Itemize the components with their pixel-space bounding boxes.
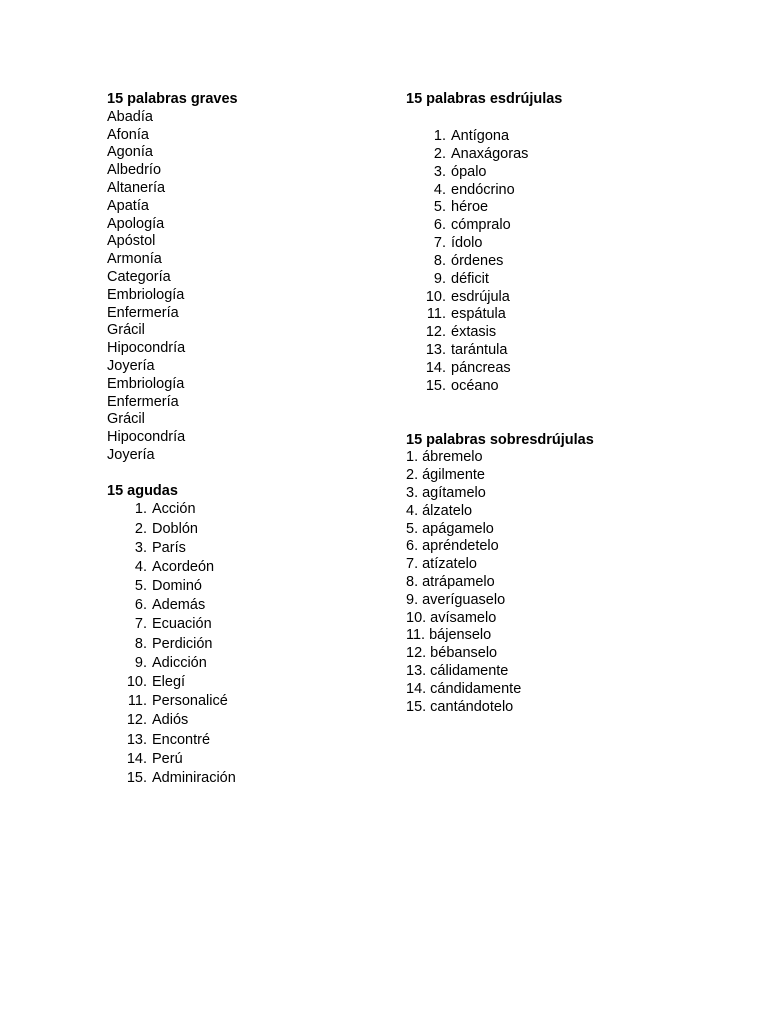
esdrujulas-item [406, 289, 736, 307]
item-number: 14. [425, 359, 446, 376]
graves-item: Apóstol [107, 233, 156, 250]
esdrujulas-item [406, 342, 736, 360]
item-number: 2. [433, 145, 446, 162]
graves-item: Abadía [107, 108, 153, 125]
item-number: 9. [433, 270, 446, 287]
item-number: 12. [126, 712, 147, 729]
graves-item: Apología [107, 215, 165, 232]
item-text: cómpralo [451, 217, 511, 234]
item-text: París [152, 539, 186, 556]
agudas-item [107, 711, 367, 730]
graves-item: Apatía [107, 197, 149, 214]
item-text: Dominó [152, 578, 202, 595]
item-number: 15. [425, 377, 446, 394]
sobresdrujulas-item: 9. averíguaselo [406, 591, 506, 608]
agudas-item [107, 558, 367, 577]
agudas-item [107, 769, 367, 788]
item-text: ópalo [451, 163, 487, 180]
item-text: Adminiración [152, 769, 236, 786]
item-text: endócrino [451, 181, 515, 198]
sobresdrujulas-item: 6. apréndetelo [406, 538, 499, 555]
item-text: Doblón [152, 520, 198, 537]
item-text: Acción [152, 501, 196, 518]
item-text: éxtasis [451, 324, 497, 341]
item-number: 1. [134, 501, 147, 518]
graves-item: Agonía [107, 144, 153, 161]
sobresdrujulas-item: 10. avísamelo [406, 609, 497, 626]
esdrujulas-item [406, 324, 736, 342]
item-text: Elegí [152, 674, 186, 691]
sobresdrujulas-item: 5. apágamelo [406, 520, 494, 537]
sobresdrujulas-item: 7. atízatelo [406, 556, 477, 573]
item-number: 3. [134, 539, 147, 556]
agudas-heading: 15 agudas [107, 482, 178, 499]
item-text: Perú [152, 750, 183, 767]
item-number: 10. [425, 288, 446, 305]
item-number: 1. [433, 127, 446, 144]
agudas-item [107, 750, 367, 769]
item-text: héroe [451, 199, 489, 216]
item-text: déficit [451, 270, 489, 287]
item-number: 3. [433, 163, 446, 180]
item-number: 7. [134, 616, 147, 633]
item-number: 6. [134, 597, 147, 614]
item-text: ídolo [451, 235, 483, 252]
item-number: 10. [126, 674, 147, 691]
graves-item: Joyería [107, 357, 155, 374]
item-text: espátula [451, 306, 506, 323]
esdrujulas-item [406, 378, 736, 396]
esdrujulas-item [406, 253, 736, 271]
graves-item: Hipocondría [107, 340, 186, 357]
agudas-item [107, 673, 367, 692]
graves-item: Grácil [107, 411, 145, 428]
item-text: océano [451, 377, 499, 394]
left-column [107, 91, 367, 788]
graves-item: Enfermería [107, 393, 179, 410]
agudas-item [107, 520, 367, 539]
item-text: Ecuación [152, 616, 212, 633]
agudas-item [107, 500, 367, 519]
item-text: Anaxágoras [451, 145, 529, 162]
item-text: Antígona [451, 127, 510, 144]
sobresdrujulas-list [406, 449, 736, 716]
item-number: 4. [433, 181, 446, 198]
item-number: 7. [433, 235, 446, 252]
esdrujulas-item [406, 164, 736, 182]
sobresdrujulas-item: 1. ábremelo [406, 449, 483, 466]
graves-item: Enfermería [107, 304, 179, 321]
esdrujulas-item [406, 360, 736, 378]
esdrujulas-item [406, 271, 736, 289]
item-text: Encontré [152, 731, 211, 748]
item-number: 13. [126, 731, 147, 748]
graves-heading: 15 palabras graves [107, 91, 238, 107]
item-number: 15. [126, 769, 147, 786]
agudas-item [107, 596, 367, 615]
graves-item: Albedrío [107, 162, 162, 179]
graves-item: Armonía [107, 251, 162, 268]
item-text: órdenes [451, 252, 504, 269]
item-text: tarántula [451, 342, 508, 359]
agudas-item [107, 577, 367, 596]
graves-item: Joyería [107, 446, 155, 463]
item-number: 14. [126, 750, 147, 767]
graves-item: Embriología [107, 375, 185, 392]
item-text: Adiós [152, 712, 189, 729]
agudas-item [107, 635, 367, 654]
agudas-item [107, 615, 367, 634]
item-text: Adicción [152, 654, 207, 671]
item-number: 5. [433, 199, 446, 216]
item-text: Además [152, 597, 206, 614]
graves-list [107, 109, 367, 465]
item-text: páncreas [451, 359, 511, 376]
item-number: 12. [425, 324, 446, 341]
agudas-item [107, 654, 367, 673]
sobresdrujulas-item: 12. bébanselo [406, 645, 498, 662]
graves-item: Altanería [107, 179, 166, 196]
esdrujulas-list [406, 128, 736, 396]
sobresdrujulas-item: 11. bájenselo [406, 627, 492, 644]
right-column [406, 91, 736, 716]
esdrujulas-item [406, 199, 736, 217]
item-text: esdrújula [451, 288, 510, 305]
item-number: 2. [134, 520, 147, 537]
esdrujulas-item [406, 146, 736, 164]
agudas-item [107, 731, 367, 750]
graves-item: Embriología [107, 286, 185, 303]
item-number: 5. [134, 578, 147, 595]
item-number: 8. [433, 252, 446, 269]
item-number: 11. [426, 306, 446, 323]
sobresdrujulas-item: 15. cantándotelo [406, 698, 514, 715]
item-number: 9. [134, 654, 147, 671]
item-number: 11. [127, 693, 147, 710]
esdrujulas-item [406, 235, 736, 253]
esdrujulas-item [406, 128, 736, 146]
graves-item: Categoría [107, 268, 171, 285]
agudas-list [107, 500, 367, 788]
agudas-item [107, 692, 367, 711]
sobresdrujulas-heading: 15 palabras sobresdrújulas [406, 431, 594, 448]
sobresdrujulas-item: 3. agítamelo [406, 485, 486, 502]
agudas-item [107, 539, 367, 558]
item-text: Personalicé [152, 693, 228, 710]
item-text: Acordeón [152, 558, 215, 575]
esdrujulas-item [406, 217, 736, 235]
graves-item: Hipocondría [107, 429, 186, 446]
sobresdrujulas-item: 14. cándidamente [406, 680, 522, 697]
esdrujulas-item [406, 306, 736, 324]
sobresdrujulas-item: 4. álzatelo [406, 502, 473, 519]
esdrujulas-heading: 15 palabras esdrújulas [406, 91, 563, 107]
item-number: 13. [425, 342, 446, 359]
graves-item: Grácil [107, 322, 145, 339]
esdrujulas-item [406, 182, 736, 200]
item-number: 4. [134, 558, 147, 575]
sobresdrujulas-item: 2. ágilmente [406, 467, 485, 484]
item-text: Perdición [152, 635, 213, 652]
item-number: 8. [134, 635, 147, 652]
sobresdrujulas-item: 13. cálidamente [406, 663, 509, 679]
sobresdrujulas-item: 8. atrápamelo [406, 574, 495, 591]
graves-item: Afonía [107, 126, 149, 143]
item-number: 6. [433, 217, 446, 234]
